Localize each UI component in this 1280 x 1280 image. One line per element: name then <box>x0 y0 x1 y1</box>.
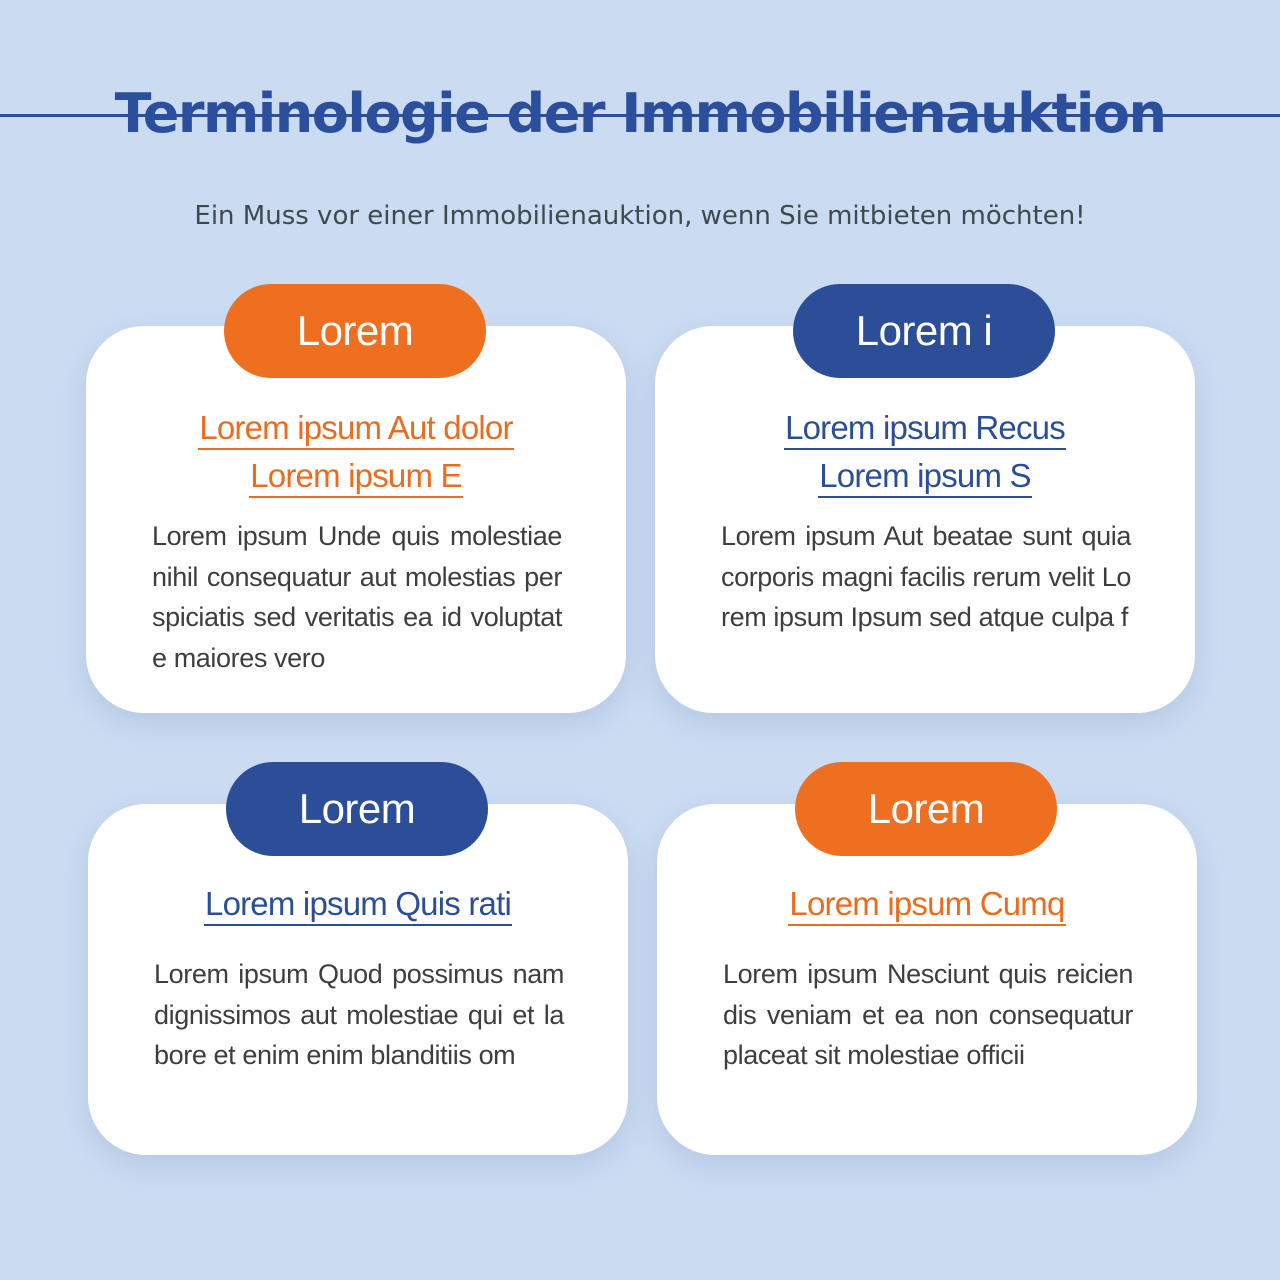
term-card-1 <box>86 326 626 713</box>
term-card-2 <box>655 326 1195 713</box>
card-heading <box>657 880 1197 928</box>
card-description: Lorem ipsum Unde quis molestiae nihil consequatur aut molestias perspiciatis sed veritatis ea id voluptate maiores vero <box>152 521 562 673</box>
page-title: Terminologie der Immobilienauktion <box>114 82 1166 145</box>
card-heading-line-1: Lorem ipsum Quis rati <box>204 884 512 926</box>
card-label-badge-1: Lorem <box>224 284 486 378</box>
card-label-badge-3: Lorem <box>226 762 488 856</box>
term-card-4 <box>657 804 1197 1155</box>
card-heading <box>88 880 628 928</box>
card-heading-line-1: Lorem ipsum Recus <box>784 408 1066 450</box>
card-description: Lorem ipsum Nesciunt quis reiciendis veniam et ea non consequatur placeat sit molestiae officii <box>723 959 1133 1070</box>
card-heading <box>86 404 626 500</box>
term-card-3 <box>88 804 628 1155</box>
card-heading-line-2: Lorem ipsum E <box>249 456 463 498</box>
page-subtitle: Ein Muss vor einer Immobilienauktion, wenn Sie mitbieten möchten! <box>194 201 1086 231</box>
card-description: Lorem ipsum Quod possimus nam dignissimos aut molestiae qui et labore et enim enim blanditiis om <box>154 959 564 1070</box>
card-heading-line-2: Lorem ipsum S <box>818 456 1032 498</box>
card-heading <box>655 404 1195 500</box>
card-label-badge-4: Lorem <box>795 762 1057 856</box>
card-heading-line-1: Lorem ipsum Aut dolor <box>198 408 513 450</box>
card-label-badge-2: Lorem i <box>793 284 1055 378</box>
card-heading-line-1: Lorem ipsum Cumq <box>788 884 1065 926</box>
card-description: Lorem ipsum Aut beatae sunt quia corporis magni facilis rerum velit Lorem ipsum Ipsum sed atque culpa f <box>721 521 1131 632</box>
